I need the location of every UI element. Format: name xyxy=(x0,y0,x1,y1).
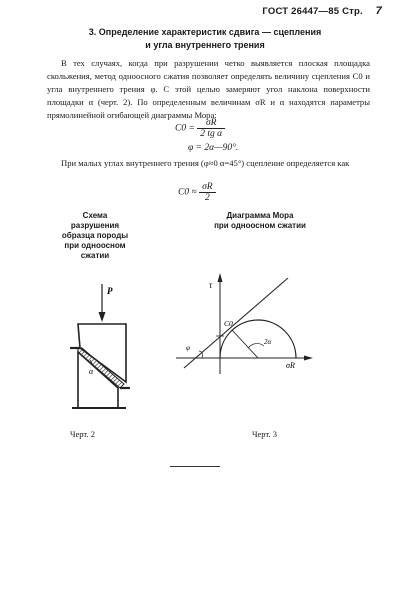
formula-3-numerator: σR xyxy=(199,182,216,193)
formula-friction-angle: φ = 2α—90°. xyxy=(188,143,239,153)
figure-3-signature: Черт. 3 xyxy=(252,429,278,439)
figure-2-caption: Схема разрушения образца породы при одноосном сжатии xyxy=(61,211,129,260)
sigma-axis-label: σR xyxy=(286,361,295,370)
header-text xyxy=(262,5,382,17)
figure-2-signature: Черт. 2 xyxy=(70,429,96,439)
two-alpha-label: 2α xyxy=(264,338,272,346)
section-title-line1: 3. Определение характеристик сдвига — сцепления xyxy=(88,27,322,37)
formula-cohesion-approx xyxy=(178,182,216,203)
paragraph-2: При малых углах внутреннего трения (φ≈0 α=45°) сцепление определяется как xyxy=(61,158,350,168)
formula-1-fraction xyxy=(197,118,225,139)
tau-axis-arrow xyxy=(218,273,223,282)
force-arrowhead xyxy=(99,312,106,322)
cohesion-label: C0 xyxy=(224,319,233,328)
page-label: Стр. xyxy=(342,6,363,17)
figure-3-caption-line1: Диаграмма Мора xyxy=(226,211,294,220)
figure-3-mohr-diagram xyxy=(168,270,318,378)
two-alpha-arc xyxy=(248,343,264,348)
formula-3-fraction xyxy=(199,182,216,203)
formula-3-denominator: 2 xyxy=(204,193,210,203)
doc-id: ГОСТ 26447—85 xyxy=(262,6,340,17)
page-header xyxy=(0,0,400,20)
sigma-axis-arrow xyxy=(304,356,313,361)
tau-axis-label: τ xyxy=(209,280,213,290)
formula-1-lhs: C0 = xyxy=(175,123,195,134)
formula-cohesion xyxy=(175,118,225,139)
section-title-line2: и угла внутреннего трения xyxy=(145,40,265,50)
formula-1-numerator: σR xyxy=(197,118,225,129)
force-label: P xyxy=(107,286,113,296)
phi-label: φ xyxy=(186,344,190,352)
end-rule xyxy=(170,466,220,467)
formula-1-denominator: 2 tg α xyxy=(200,129,223,139)
angle-label: α xyxy=(89,367,94,376)
figure-3-caption xyxy=(195,211,325,231)
figure-2-specimen-diagram xyxy=(60,278,140,418)
formula-3-lhs: C0 ≈ xyxy=(178,187,197,198)
page-number: 7 xyxy=(375,5,382,17)
figure-3-caption-line2: при одноосном сжатии xyxy=(214,221,306,230)
paragraph-1: В тех случаях, когда при разрушении четко выявляется плоская площадка скольжения, метод одноосного сжатия позволяет определять величину сцепления C0 и угла внутреннего трения φ. С этой целью замеряют угол наклона поверхности площадки α (черт. 2). По определенным величинам σR и α находятся параметры прямолинейной огибающей диаграммы Мора: xyxy=(47,58,370,120)
